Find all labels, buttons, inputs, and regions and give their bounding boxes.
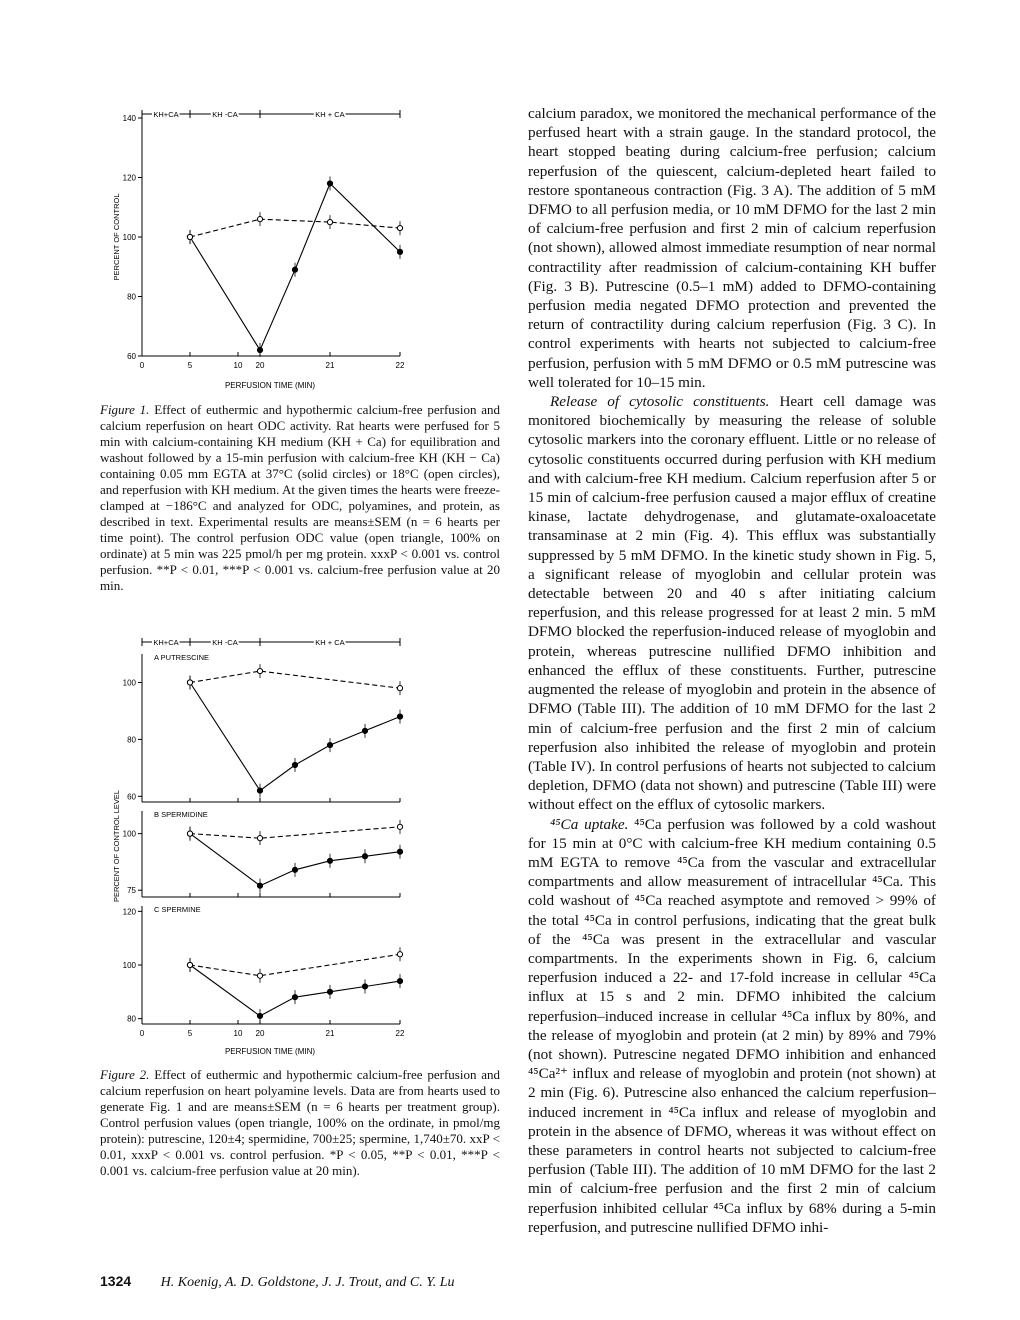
fig1-data-point (397, 225, 402, 230)
fig2-panel-3-x-tick-label: 5 (187, 1029, 193, 1038)
fig2-panel-3-data-point (397, 952, 402, 957)
figure-1-caption-label: Figure 1. (100, 402, 150, 417)
figure-2-caption-label: Figure 2. (100, 1067, 150, 1082)
fig2-panel-1-panel-title: A PUTRESCINE (154, 653, 210, 662)
body-paragraph-1: calcium paradox, we monitored the mechanical performance of the perfused heart with a strain gauge. In the standard protocol, the heart stopped beating during calcium-free perfusion; calcium reperfusion of the quiescent, calcium-depleted heart failed to restore spontaneous contraction (Fig. 3 A). The addition of 5 mM DFMO to all perfusion media, or 10 mM DFMO for the last 2 min of calcium-free perfusion and first 2 min of calcium reperfusion (not shown), allowed almost immediate resumption of near normal contractility after readmission of calcium-containing KH buffer (Fig. 3 B). Putrescine (0.5–1 mM) added to DFMO-containing perfusion media negated DFMO protection and prevented the return of contractility during calcium reperfusion (Fig. 3 C). In control experiments with hearts not subjected to calcium-free perfusion, perfusion with 5 mM DFMO or 0.5 mM putrescine was well tolerated for 10–15 min. (528, 105, 936, 391)
fig1-data-point (257, 217, 262, 222)
figure-2-caption-text: Effect of euthermic and hypothermic calcium-free perfusion and calcium reperfusion on heart polyamine levels. Data are from hearts used to generate Fig. 1 and are means±SEM (n = 6 hearts per treatment group). Control perfusion values (open triangle, 100% on the ordinate, in pmol/mg protein): putrescine, 120±4; spermidine, 700±25; spermine, 1,740±70. xxP < 0.01, xxxP < 0.001 vs. control perfusion. *P < 0.05, **P < 0.01, ***P < 0.001 vs. calcium-free perfusion value at 20 min). (100, 1067, 500, 1178)
fig1-x-tick-label: 10 (233, 361, 243, 370)
fig2-panel-3-series-line (190, 954, 400, 975)
left-column (100, 110, 500, 1179)
fig1-data-point (397, 249, 402, 254)
fig2-x-axis-label: PERFUSION TIME (MIN) (224, 1047, 316, 1056)
fig1-y-tick-label: 100 (122, 233, 136, 242)
fig1-data-point (257, 347, 262, 352)
fig2-panel-2-y-tick-label: 100 (122, 829, 136, 839)
fig2-panel-1-series-line (190, 683, 400, 791)
fig1-y-tick-label: 60 (127, 352, 136, 361)
fig2-panel-1-series-line (190, 671, 400, 688)
fig2-panel-3-x-tick-label: 0 (139, 1029, 145, 1038)
fig1-x-tick-label: 20 (255, 361, 265, 370)
fig2-panel-2-y-tick-label: 75 (127, 886, 136, 896)
fig1-data-point (292, 267, 297, 272)
fig2-panel-2-series-line (190, 834, 400, 886)
fig1-x-tick-label: 0 (139, 361, 145, 370)
fig2-panel-2-data-point (187, 831, 192, 836)
fig2-panel-1-data-point (257, 788, 262, 793)
fig2-panel-3-data-point (257, 973, 262, 978)
fig2-panel-1-data-point (397, 714, 402, 719)
right-column (528, 104, 936, 1237)
fig1-x-tick-label: 5 (187, 361, 193, 370)
body-paragraph-3-text: ⁴⁵Ca perfusion was followed by a cold washout for 15 min at 0°C with calcium-free KH medium containing 0.5 mM EGTA to remove ⁴⁵Ca from the vascular and extracellular compartments and allow measurement of intracellular ⁴⁵Ca. This cold washout of ⁴⁵Ca reached asymptote and removed > 99% of the total ⁴⁵Ca in control perfusions, indicating that the great bulk of the ⁴⁵Ca was present in the extracellular and vascular compartments. In the experiments shown in Fig. 6, calcium reperfusion induced a 22- and 17-fold increase in cellular ⁴⁵Ca influx at 15 s and 2 min. DFMO inhibited the calcium reperfusion–induced increase in cellular ⁴⁵Ca influx by 80%, and the release of myoglobin and protein (at 2 min) by 89% and 79% (not shown). Putrescine negated DFMO inhibition and enhanced ⁴⁵Ca²⁺ influx and release of myoglobin and protein (not shown) at 2 min (Fig. 6). Putrescine also enhanced the calcium reperfusion–induced increment in ⁴⁵Ca influx and release of myoglobin and protein in the absence of DFMO, whereas it was without effect on these parameters in control hearts not subjected to calcium-free perfusion (Table III). The addition of 10 mM DFMO for the last 2 min of calcium-free perfusion and the first 2 min of calcium reperfusion inhibited cellular ⁴⁵Ca influx by 68% during a 5-min reperfusion, and putrescine nullified DFMO inhi- (528, 815, 936, 1236)
figure-1-caption (100, 402, 500, 594)
figure-1-caption-text: Effect of euthermic and hypothermic calcium-free perfusion and calcium reperfusion on heart ODC activity. Rat hearts were perfused for 5 min with calcium-containing KH medium (KH + Ca) for equilibration and washout followed by a 15-min perfusion with calcium-free KH (KH − Ca) containing 0.05 mm EGTA at 37°C (solid circles) or 18°C (open circles), and reperfusion with KH medium. At the given times the hearts were freeze-clamped at −186°C and analyzed for ODC, polyamines, and protein, as described in text. Experimental results are means±SEM (n = 6 hearts per time point). The control perfusion ODC value (open triangle, 100% on ordinate) at 5 min was 225 pmol/h per mg protein. xxxP < 0.001 vs. control perfusion. **P < 0.01, ***P < 0.001 vs. calcium-free perfusion value at 20 min. (100, 402, 500, 593)
fig2-panel-1-data-point (397, 686, 402, 691)
footer-authors: H. Koenig, A. D. Goldstone, J. J. Trout, and C. Y. Lu (160, 1275, 455, 1290)
page-footer (100, 1273, 455, 1291)
fig2-panel-1-data-point (327, 742, 332, 747)
fig2-panel-2-data-point (362, 854, 367, 859)
body-paragraph-2-text: Heart cell damage was monitored biochemically by measuring the release of soluble cytosolic markers into the coronary effluent. Little or no release of cytosolic constituents occurred during perfusion with KH medium and with calcium-free KH medium. Calcium reperfusion after 5 or 15 min of calcium-free perfusion caused a major efflux of creatine kinase, lactate dehydrogenase, and glutamate-oxaloacetate transaminase at 2 min (Fig. 4). This efflux was substantially suppressed by 5 mM DFMO. In the kinetic study shown in Fig. 5, a significant release of myoglobin and cellular protein was detectable between 20 and 40 s after initiating calcium reperfusion, and this release progressed for at least 2 min. 5 mM DFMO blocked the reperfusion-induced release of myoglobin and protein, whereas putrescine nullified DFMO inhibition and enhanced the efflux of these constituents. Further, putrescine augmented the release of myoglobin and protein in the absence of DFMO (Table III). The addition of 10 mM DFMO for the last 2 min of calcium-free perfusion and the first 2 min of calcium reperfusion also inhibited the release of myoglobin and protein (Table IV). In control perfusions of hearts not subjected to calcium depletion, DFMO (data not shown) and putrescine (Table III) were without effect on the efflux of cytosolic markers. (528, 393, 936, 814)
fig2-panel-1-y-tick-label: 80 (127, 735, 136, 745)
fig2-phase-label: KH+CA (153, 638, 179, 647)
section-heading-ca-uptake: ⁴⁵Ca uptake. (550, 815, 629, 833)
fig2-panel-1-y-tick-label: 60 (127, 792, 136, 802)
fig1-y-tick-label: 80 (127, 292, 136, 302)
fig2-panel-2-data-point (327, 858, 332, 863)
fig2-panel-3-data-point (362, 984, 367, 989)
fig2-panel-2-data-point (397, 824, 402, 829)
fig2-panel-3-panel-title: C SPERMINE (154, 905, 201, 914)
fig1-y-axis-label: PERCENT OF CONTROL (112, 193, 121, 281)
fig1-data-point (187, 234, 192, 239)
figure-2-chart (110, 636, 410, 1061)
fig2-panel-3-y-tick-label: 120 (122, 907, 136, 917)
fig1-x-tick-label: 22 (395, 361, 405, 370)
figure-2-caption (100, 1067, 500, 1179)
fig2-panel-3-data-point (397, 978, 402, 983)
fig2-panel-3-y-tick-label: 80 (127, 1014, 136, 1024)
fig2-panel-3-data-point (292, 995, 297, 1000)
fig2-panel-2-data-point (257, 883, 262, 888)
fig2-panel-3-x-tick-label: 22 (395, 1029, 405, 1038)
fig2-phase-label: KH -CA (212, 638, 238, 647)
fig2-panel-1-data-point (187, 680, 192, 685)
fig2-panel-3-x-tick-label: 10 (233, 1029, 243, 1038)
fig2-panel-3-data-point (257, 1013, 262, 1018)
fig2-panel-3-y-tick-label: 100 (122, 961, 136, 970)
fig2-panel-3-data-point (187, 962, 192, 967)
fig2-panel-1-y-tick-label: 100 (122, 678, 136, 688)
fig2-panel-1-data-point (257, 668, 262, 673)
fig1-phase-label: KH + CA (315, 110, 345, 119)
fig1-x-axis-label: PERFUSION TIME (MIN) (224, 381, 316, 390)
figure-1-chart (110, 110, 410, 400)
fig2-panel-1-data-point (292, 762, 297, 767)
fig2-panel-1-data-point (362, 728, 367, 733)
page-number: 1324 (100, 1273, 132, 1289)
fig1-y-tick-label: 120 (122, 173, 136, 183)
fig2-panel-2-series-line (190, 827, 400, 838)
fig2-panel-3-data-point (327, 989, 332, 994)
fig1-y-tick-label: 140 (122, 114, 136, 123)
fig1-phase-label: KH -CA (212, 110, 238, 119)
fig2-panel-2-data-point (292, 867, 297, 872)
fig1-data-point (327, 181, 332, 186)
body-paragraph-2 (528, 392, 936, 814)
fig2-panel-2-data-point (257, 836, 262, 841)
fig2-panel-3-x-tick-label: 21 (325, 1029, 335, 1038)
fig2-phase-label: KH + CA (315, 638, 345, 647)
fig1-x-tick-label: 21 (325, 361, 335, 370)
body-paragraph-3 (528, 815, 936, 1237)
fig1-phase-label: KH+CA (153, 110, 179, 119)
fig1-data-point (327, 220, 332, 225)
fig2-panel-2-data-point (397, 849, 402, 854)
fig2-panel-2-panel-title: B SPERMIDINE (154, 810, 208, 819)
section-heading-release: Release of cytosolic constituents. (550, 393, 770, 411)
fig2-panel-3-x-tick-label: 20 (255, 1029, 265, 1038)
fig2-y-axis-label: PERCENT OF CONTROL LEVEL (112, 789, 121, 903)
